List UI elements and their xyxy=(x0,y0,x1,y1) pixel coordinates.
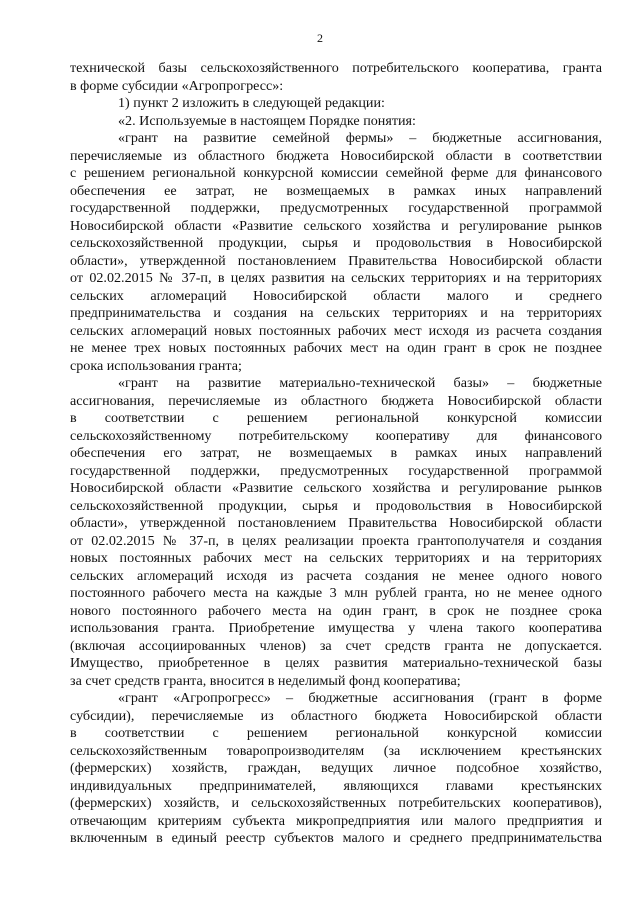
text-line: в форме субсидии «Агропрогресс»: xyxy=(70,77,284,94)
text-line: отвечающим критериям субъекта микропредприятия или малого предприятия и xyxy=(70,812,602,829)
text-line: сельских агломераций Новосибирской области малого и среднего xyxy=(70,287,602,304)
text-line: от 02.02.2015 № 37-п, в целях развития на сельских территориях и на территориях xyxy=(70,270,602,286)
text-line: включенным в единый реестр субъектов малого и среднего предпринимательства xyxy=(70,830,602,846)
text-line: государственной поддержки, предусмотренных государственной программой xyxy=(70,200,602,216)
text-line: субсидии), перечисляемые из областного бюджета Новосибирской области xyxy=(70,707,602,724)
text-line: «грант на развитие материально-технической базы» – бюджетные xyxy=(118,375,602,391)
text-line: Новосибирской области «Развитие сельского хозяйства и регулирование рынков xyxy=(70,480,602,496)
text-line: в соответствии с решением региональной конкурсной комиссии xyxy=(70,410,602,426)
text-line: «грант «Агропрогресс» – бюджетные ассигнования (грант в форме xyxy=(118,690,602,706)
text-line: в соответствии с решением региональной конкурсной комиссии xyxy=(70,725,602,741)
text-line: индивидуальных предпринимателей, являющихся главами крестьянских xyxy=(70,777,602,794)
text-line: государственной поддержки, предусмотренных государственной программой xyxy=(70,462,602,479)
text-line: (фермерских) хозяйств, граждан, ведущих личное подсобное хозяйство, xyxy=(70,760,602,776)
text-line: Имущество, приобретенное в целях развития материально-технической базы xyxy=(70,655,602,671)
text-line: использования гранта. Приобретение имущества у члена такого кооператива xyxy=(70,620,602,636)
text-line: обеспечения ее затрат, не возмещаемых в рамках иных направлений xyxy=(70,182,602,199)
text-line: нового постоянного рабочего места на один грант, в срок не позднее срока xyxy=(70,602,602,619)
text-line: сельскохозяйственной продукции, сырья и продовольствия в Новосибирской xyxy=(70,235,602,251)
document-body xyxy=(70,60,602,848)
text-line: от 02.02.2015 № 37-п, в целях реализации проекта грантополучателя и создания xyxy=(70,532,602,549)
text-line: технической базы сельскохозяйственного потребительского кооператива, гранта xyxy=(70,60,602,76)
text-line: новых постоянных рабочих мест на сельских территориях и на территориях xyxy=(70,550,602,566)
text-line: 1) пункт 2 изложить в следующей редакции: xyxy=(118,95,385,111)
text-line: ассигнования, перечисляемые из областного бюджета Новосибирской области xyxy=(70,392,602,409)
text-line: с решением региональной конкурсной комиссии семейной ферме для финансового xyxy=(70,165,602,181)
text-line: сельскохозяйственному потребительскому кооперативу для финансового xyxy=(70,427,602,444)
text-line: постоянного рабочего места на каждые 3 млн рублей гранта, но не менее одного xyxy=(70,585,602,601)
text-line: (фермерских) хозяйств, и сельскохозяйственных потребительских кооперативов), xyxy=(70,795,602,811)
text-line: (включая ассоциированных членов) за счет средств гранта не допускается. xyxy=(70,637,602,654)
text-line: обеспечения его затрат, не возмещаемых в рамках иных направлений xyxy=(70,445,602,461)
text-line: сельских агломераций исходя из расчета создания не менее одного нового xyxy=(70,567,602,584)
text-line: «грант на развитие семейной фермы» – бюджетные ассигнования, xyxy=(118,130,602,146)
page-number: 2 xyxy=(317,31,323,45)
text-line: Новосибирской области «Развитие сельского хозяйства и регулирование рынков xyxy=(70,217,602,234)
text-line: не менее трех новых постоянных рабочих мест на один грант в срок не позднее xyxy=(70,340,602,356)
text-line: «2. Используемые в настоящем Порядке понятия: xyxy=(118,112,416,129)
text-line: сельских агломераций новых постоянных рабочих мест исходя из расчета создания xyxy=(70,322,602,339)
text-line: области», утвержденной постановлением Правительства Новосибирской области xyxy=(70,252,602,269)
text-line: области», утвержденной постановлением Правительства Новосибирской области xyxy=(70,515,602,531)
text-line: предпринимательства и создания на сельских территориях и на территориях xyxy=(70,305,602,321)
text-line: срока использования гранта; xyxy=(70,357,242,374)
text-line: сельскохозяйственной продукции, сырья и продовольствия в Новосибирской xyxy=(70,497,602,514)
text-line: за счет средств гранта, вносится в неделимый фонд кооператива; xyxy=(70,672,461,689)
text-line: сельскохозяйственным товаропроизводителям (за исключением крестьянских xyxy=(70,742,602,759)
text-line: перечисляемые из областного бюджета Новосибирской области в соответствии xyxy=(70,147,602,164)
